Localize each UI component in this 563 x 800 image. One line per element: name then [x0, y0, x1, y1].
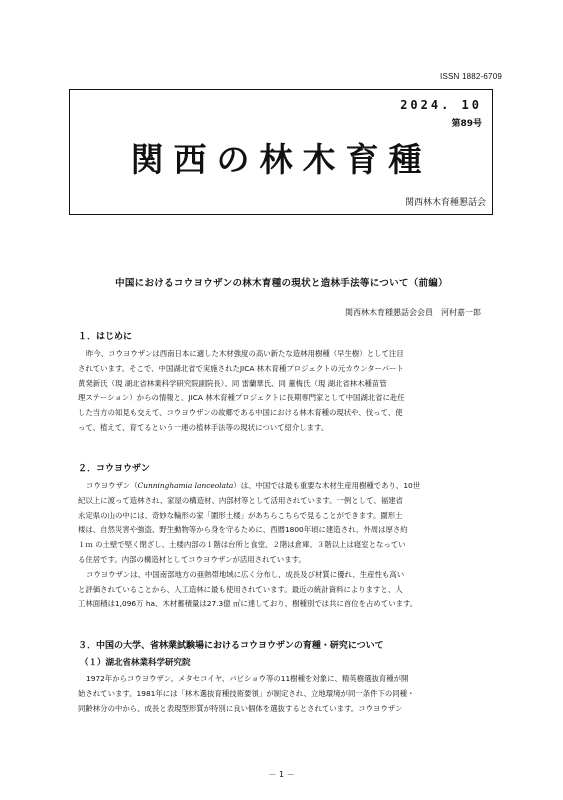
text-line: 工林面積は1,096万 ha、木材蓄積量は27.3億 ㎥に達しており、樹種別では共に首位を占めています。	[78, 599, 418, 609]
text-line: 昨今、コウヨウザンは西南日本に適した木材強度の高い新たな造林用樹種（早生樹）として注目	[86, 349, 404, 358]
section-heading: ３．中国の大学、省林業試験場におけるコウヨウザンの育種・研究について	[78, 641, 384, 651]
text-line: 永定県の山の中には、奇妙な輪形の家「圍形土楼」があちらこちらで見ることができます。圍形土	[78, 510, 403, 520]
text-line: 楼は、自然災害や強盗、野生動物等から身を守るために、西暦1800年頃に建造され、外周は厚さ約	[78, 525, 408, 535]
text-line	[78, 479, 493, 494]
section-body	[78, 479, 493, 612]
text-line: と評価されていることから、人工造林に最も使用されています。最近の統計資料によりますと、人	[78, 584, 403, 594]
text-line: 紀以上に渡って造林され、家屋の構造材、内部材等として活用されています。一例として、福建省	[78, 495, 403, 505]
text-line: した当方の知見も交えて、コウヨウザンの故郷である中国における林木育種の現状や、伐って、使	[78, 408, 403, 418]
text-line: 黄発新氏（現 湖北省林業科学研究院副院長）、同 雷蘭華氏、同 董梅氏（現 湖北省林木種苗管	[78, 378, 387, 388]
issue-date: 2024. 10	[400, 98, 482, 112]
page-number: － 1 －	[268, 770, 295, 779]
issue-number: 第89号	[451, 119, 482, 129]
publisher-name: 関西林木育種懇話会	[404, 198, 486, 208]
text-line: 始されています。1981年には「林木選抜育種技術要領」が制定され、立地環境が同一条件下の同種・	[78, 688, 415, 698]
section-research	[78, 638, 493, 716]
section-introduction	[78, 329, 493, 436]
article-title: 中国におけるコウヨウザンの林木育種の現状と造林手法等について（前編）	[115, 278, 448, 289]
subsection-heading: （１）湖北省林業科学研究院	[80, 658, 191, 668]
text-fragment: コウヨウザン（	[86, 481, 138, 490]
section-koyozan	[78, 461, 493, 612]
article-author: 関西林木育種懇話会会員 河村嘉一郎	[345, 308, 481, 317]
text-line: されています。そこで、中国湖北省で実施されたJICA 林木育種プロジェクトの元カウンターパート	[78, 363, 404, 373]
section-body	[78, 672, 493, 716]
issn-number: ISSN 1882-6709	[440, 72, 502, 81]
text-line: って、植えて、育てるという一連の植林手法等の現状について紹介します。	[78, 422, 329, 432]
newsletter-title: 関西の林木育種	[130, 140, 432, 179]
section-heading: １．はじめに	[78, 332, 133, 342]
text-line: る住居です。内部の構造材としてコウヨウザンが活用されています。	[78, 554, 306, 564]
scientific-name: Cunninghamia lanceolata	[137, 481, 234, 490]
text-line: 同齢林分の中から、成長と表現型形質が特別に良い個体を選抜するとされています。コウヨウザン	[78, 703, 403, 713]
masthead-box	[69, 89, 493, 215]
text-line: １ｍ の土壁で堅く閉ざし、土楼内部の１階は台所と食堂、２階は倉庫、３階以上は寝室となってい	[78, 540, 406, 550]
section-body	[78, 347, 493, 436]
section-heading: ２．コウヨウザン	[78, 464, 150, 474]
text-line: 1972年からコウヨウザン、メタセコイヤ、バビショウ等の11樹種を対象に、精英樹選抜育種が開	[86, 674, 409, 683]
text-line: 理ステーション）からの情報と、JICA 林木育種プロジェクトに長期専門家として中国湖北省に赴任	[78, 393, 405, 403]
text-line: コウヨウザンは、中国南部地方の亜熱帯地域に広く分布し、成長及び材質に優れ、生産性も高い	[86, 569, 405, 579]
text-fragment: ）は、中国では最も重要な木材生産用樹種であり、10世	[233, 481, 421, 490]
